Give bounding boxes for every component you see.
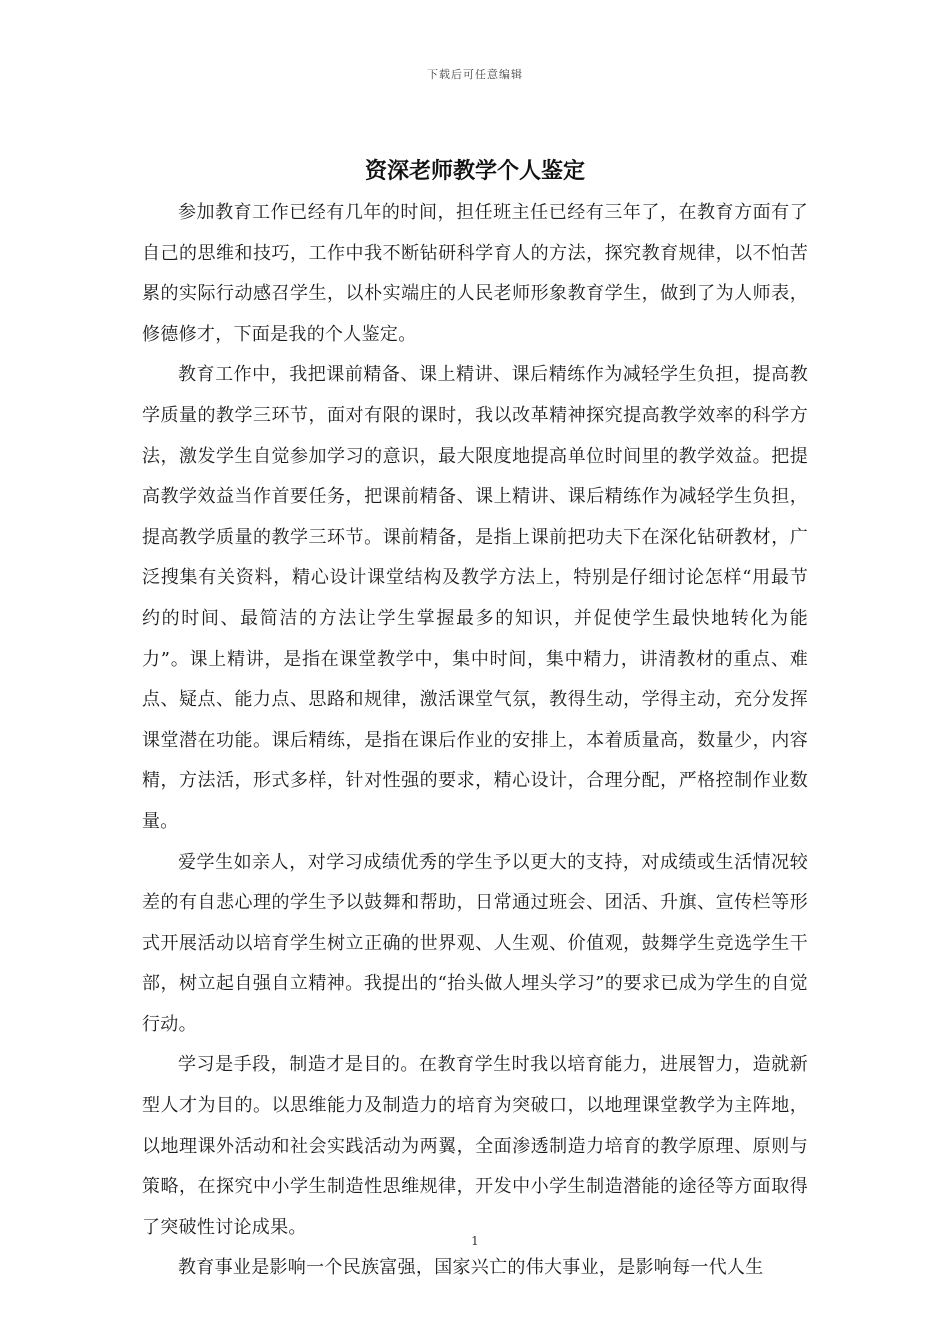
page-number: 1 xyxy=(471,1234,479,1248)
header-note: 下载后可任意编辑 xyxy=(427,68,523,81)
paragraph-education-cause: 教育事业是影响一个民族富强，国家兴亡的伟大事业，是影响每一代人生 xyxy=(178,1257,764,1279)
document-title: 资深老师教学个人鉴定 xyxy=(364,158,585,184)
paragraph-creativity: 学习是手段，制造才是目的。在教育学生时我以培育能力，进展智力，造就新型人才为目的。以思维能力及制造力的培育为突破口，以地理课堂教学为主阵地，以地理课外活动和社会实践活动为两翼，全面渗透制造力培育的教学原理、原则与策略，在探究中小学生制造性思维规律，开发中小学生制造潜能的途径等方面取得了突破性讨论成果。 xyxy=(142,1054,808,1238)
paragraph-intro: 参加教育工作已经有几年的时间，担任班主任已经有三年了，在教育方面有了自己的思维和技巧，工作中我不断钻研科学育人的方法，探究教育规律，以不怕苦累的实际行动感召学生，以朴实端庄的人民老师形象教育学生，做到了为人师表，修德修才，下面是我的个人鉴定。 xyxy=(142,202,808,345)
paragraph-students: 爱学生如亲人，对学习成绩优秀的学生予以更大的支持，对成绩或生活情况较差的有自悲心理的学生予以鼓舞和帮助，日常通过班会、团活、升旗、宣传栏等形式开展活动以培育学生树立正确的世界观、人生观、价值观，鼓舞学生竞选学生干部，树立起自强自立精神。我提出的“抬头做人埋头学习”的要求已成为学生的自觉行动。 xyxy=(142,851,808,1035)
document-body xyxy=(142,193,808,1289)
paragraph-teaching: 教育工作中，我把课前精备、课上精讲、课后精练作为减轻学生负担，提高教学质量的教学三环节，面对有限的课时，我以改革精神探究提高教学效率的科学方法，激发学生自觉参加学习的意识，最大限度地提高单位时间里的教学效益。把提高教学效益当作首要任务，把课前精备、课上精讲、课后精练作为减轻学生负担，提高教学质量的教学三环节。课前精备，是指上课前把功夫下在深化钻研教材，广泛搜集有关资料，精心设计课堂结构及教学方法上，特别是仔细讨论怎样“用最节约的时间、最简洁的方法让学生掌握最多的知识，并促使学生最快地转化为能力”。课上精讲，是指在课堂教学中，集中时间，集中精力，讲清教材的重点、难点、疑点、能力点、思路和规律，激活课堂气氛，教得生动，学得主动，充分发挥课堂潜在功能。课后精练，是指在课后作业的安排上，本着质量高，数量少，内容精，方法活，形式多样，针对性强的要求，精心设计，合理分配，严格控制作业数量。 xyxy=(142,364,808,832)
